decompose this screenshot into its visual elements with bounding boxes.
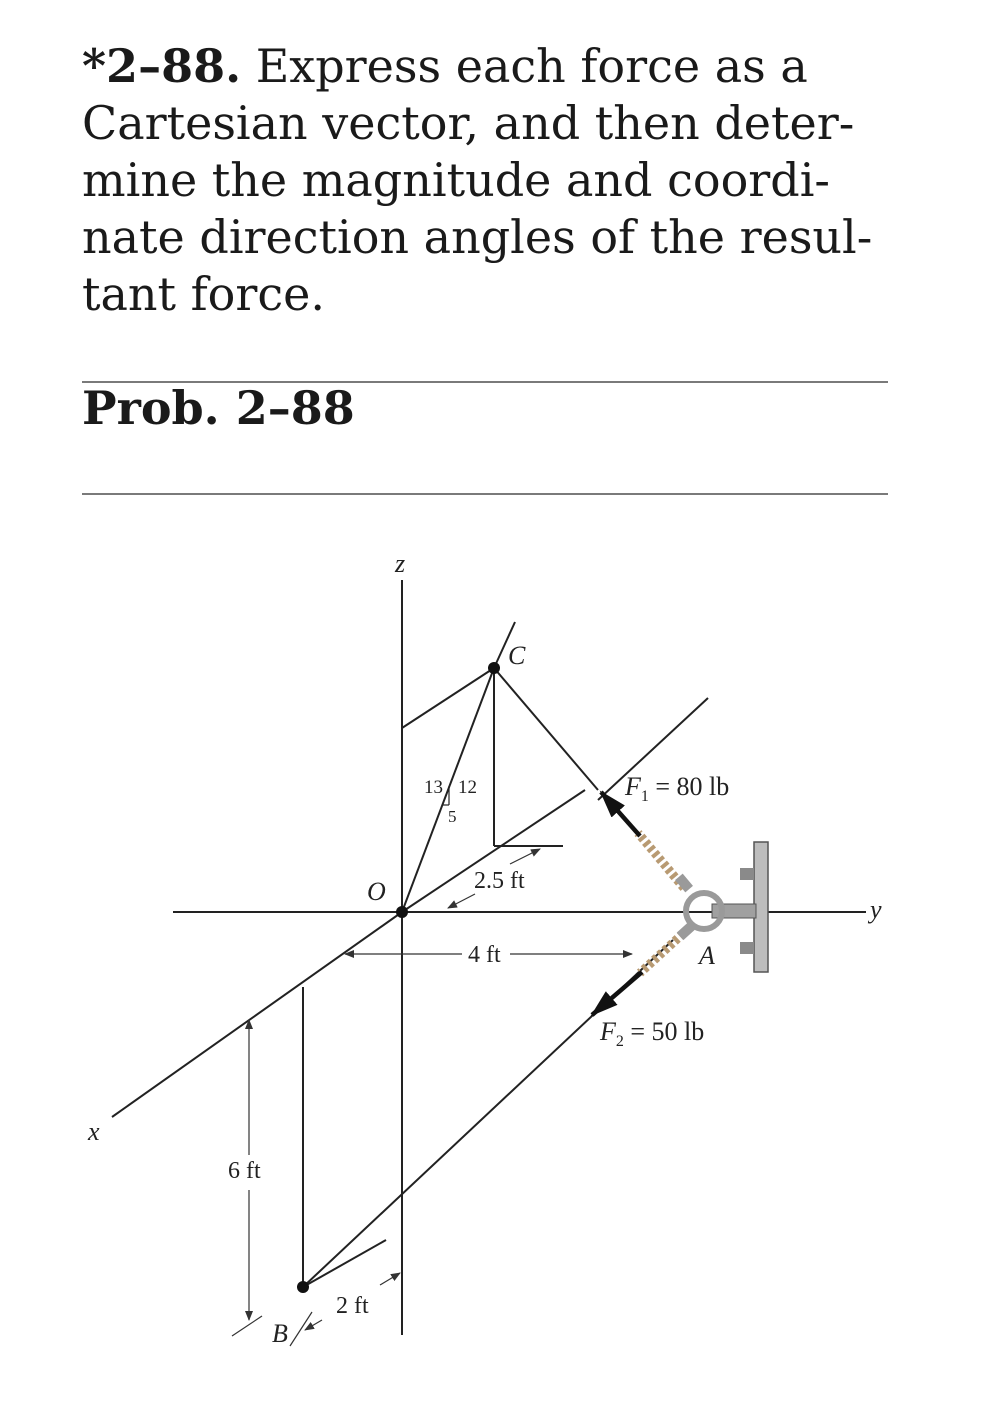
slope-hyp-label: 13 [424,777,443,798]
dim-4-label: 4 ft [468,942,501,968]
dim-6-label: 6 ft [228,1158,261,1184]
point-c-label: C [508,641,526,670]
x-axis-label: x [88,1117,100,1146]
point-b [297,1281,309,1293]
x-axis [112,912,402,1117]
force-arrow-f2 [592,972,642,1015]
problem-line-3: mine the magnitude and coordi- [82,153,830,207]
problem-line-2: Cartesian vector, and then deter- [82,96,855,150]
c-to-a-line [494,668,598,790]
figure-caption: Prob. 2–88 [82,381,355,435]
origin-label: O [367,877,386,906]
problem-line-4: nate direction angles of the resul- [82,210,873,264]
dim-6-tick [232,1316,262,1336]
dim-2-tick [290,1312,312,1346]
dim-2-arrow-right [380,1273,400,1285]
dim-2-arrow-left [305,1320,322,1330]
rope-f1-clamp [675,874,693,893]
z-axis-label: z [394,549,406,578]
point-a-label: A [699,941,715,970]
point-b-label: B [272,1319,288,1348]
c-to-z-line [402,668,494,728]
force-f1-label: $F_1 = 80$ lb [625,772,730,805]
dim-2-5-arrow-left [448,894,475,908]
problem-line-1: *2–88. Express each force as a [82,39,808,93]
dim-2-label: 2 ft [336,1293,369,1319]
dim-2-5-arrow-right [510,849,540,864]
slope-vert-label: 12 [458,777,477,798]
force-f2-label: $F_2 = 50$ lb [600,1017,705,1050]
dim-2-5-label: 2.5 ft [474,868,525,894]
point-origin [396,906,408,918]
y-axis-label: y [870,895,882,924]
slope-horiz-label: 5 [448,807,457,826]
problem-line-5: tant force. [82,267,325,321]
problem-number: *2–88. [82,39,242,93]
point-c [488,662,500,674]
